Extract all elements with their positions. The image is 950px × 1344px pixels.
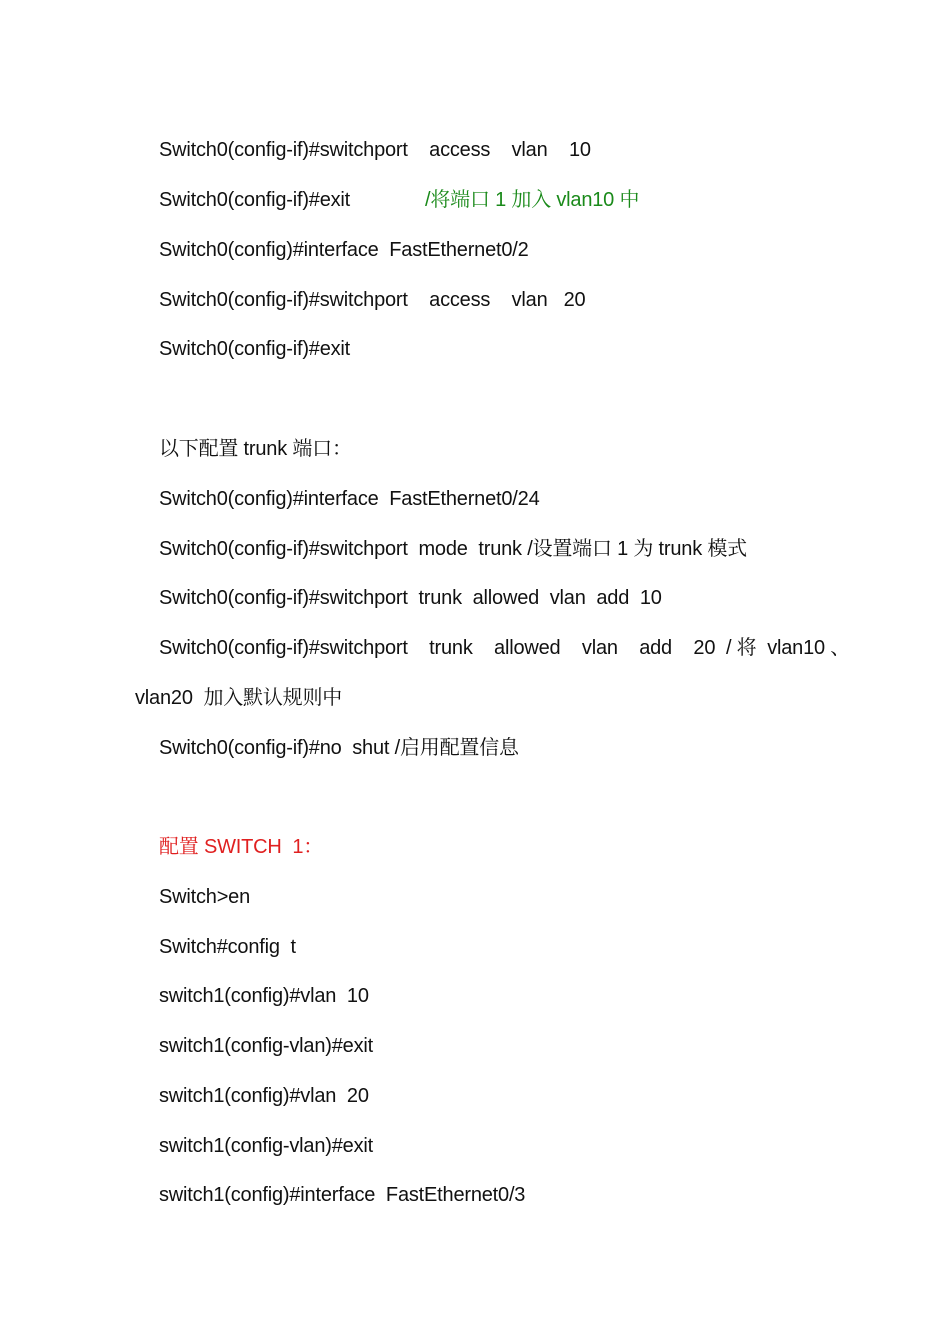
- config-line: switch1(config)#vlan 20: [159, 1085, 369, 1107]
- config-line: Switch0(config-if)#switchport trunk allowed vlan add 10: [159, 587, 662, 609]
- config-line: switch1(config)#vlan 10: [159, 985, 369, 1007]
- config-line: Switch#config t: [159, 936, 296, 958]
- config-line: switch1(config-vlan)#exit: [159, 1035, 373, 1057]
- config-line: Switch0(config-if)#switchport access vlan 10: [159, 139, 591, 161]
- section-heading: 配置 SWITCH 1：: [159, 836, 324, 858]
- config-line: Switch0(config-if)#switchport mode trunk /设置端口 1 为 trunk 模式: [159, 538, 747, 560]
- config-line: Switch0(config)#interface FastEthernet0/2: [159, 239, 529, 261]
- config-line: Switch>en: [159, 886, 251, 908]
- config-line: switch1(config)#interface FastEthernet0/3: [159, 1184, 526, 1206]
- config-line: Switch0(config-if)#no shut /启用配置信息: [159, 737, 519, 759]
- section-note: 以下配置 trunk 端口：: [159, 438, 352, 460]
- config-line: Switch0(config-if)#switchport trunk allowed vlan add 20 / 将 vlan10 、: [159, 637, 851, 659]
- config-line: switch1(config-vlan)#exit: [159, 1135, 373, 1157]
- comment-text: /将端口 1 加入 vlan10 中: [425, 189, 640, 211]
- config-line: Switch0(config)#interface FastEthernet0/24: [159, 488, 540, 510]
- config-line: Switch0(config-if)#exit: [159, 189, 351, 211]
- config-line: Switch0(config-if)#switchport access vlan 20: [159, 289, 586, 311]
- config-line-continuation: vlan20 加入默认规则中: [135, 687, 343, 709]
- config-line: Switch0(config-if)#exit: [159, 338, 351, 360]
